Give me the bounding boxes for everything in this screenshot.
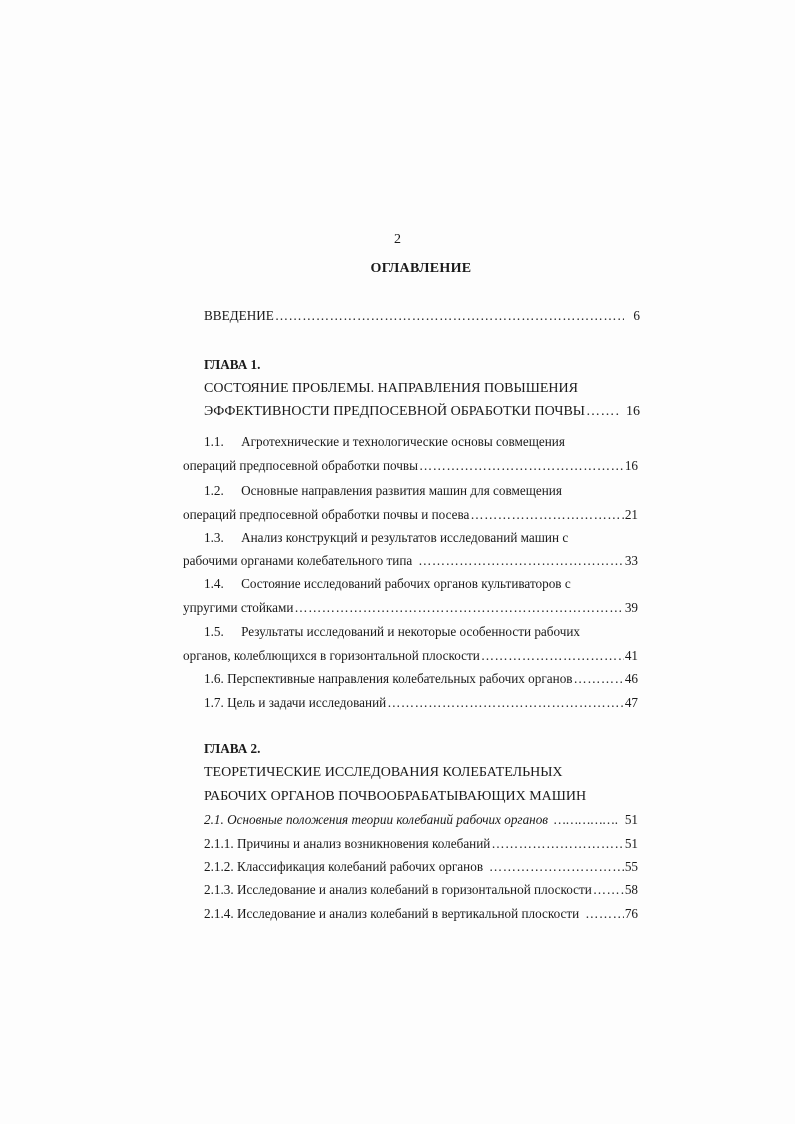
toc-page-number: 16 bbox=[626, 404, 640, 419]
section-1-2-line1[interactable] bbox=[204, 483, 562, 499]
section-1-2-line2[interactable] bbox=[183, 507, 638, 523]
toc-page-number: 6 bbox=[633, 308, 640, 323]
dot-leader bbox=[491, 836, 623, 852]
chapter-1-title-line1: СОСТОЯНИЕ ПРОБЛЕМЫ. НАПРАВЛЕНИЯ ПОВЫШЕНИЯ bbox=[204, 381, 578, 396]
toc-page-number: 58 bbox=[624, 882, 638, 897]
section-title: Состояние исследований рабочих органов культиваторов с bbox=[241, 576, 571, 591]
dot-leader bbox=[387, 695, 624, 711]
section-2-1-3[interactable] bbox=[204, 882, 638, 898]
section-title: 2.1.1. Причины и анализ возникновения колебаний bbox=[204, 836, 491, 851]
section-1-5-line1[interactable] bbox=[204, 624, 580, 640]
toc-page-number: 41 bbox=[624, 648, 638, 663]
section-number: 1.1. bbox=[204, 434, 224, 449]
dot-leader bbox=[470, 507, 623, 523]
dot-leader bbox=[593, 882, 624, 898]
section-number: 1.3. bbox=[204, 530, 224, 545]
section-title: Анализ конструкций и результатов исследований машин с bbox=[241, 530, 569, 545]
page-title: ОГЛАВЛЕНИЕ bbox=[370, 261, 472, 276]
dot-leader bbox=[418, 553, 624, 569]
toc-page-number: 39 bbox=[624, 600, 638, 615]
section-1-4-line2[interactable] bbox=[183, 600, 638, 616]
page-number: 2 bbox=[394, 232, 401, 247]
toc-page-number: 51 bbox=[624, 836, 638, 851]
chapter-2-title-line2: РАБОЧИХ ОРГАНОВ ПОЧВООБРАБАТЫВАЮЩИХ МАШИН bbox=[204, 789, 587, 804]
section-title-cont: операций предпосевной обработки почвы bbox=[183, 458, 418, 473]
section-1-7[interactable] bbox=[204, 695, 638, 711]
toc-entry-intro[interactable] bbox=[204, 308, 640, 324]
section-1-5-line2[interactable] bbox=[183, 648, 638, 664]
toc-entry-text: ВВЕДЕНИЕ bbox=[204, 308, 274, 323]
section-1-1-line1[interactable] bbox=[204, 434, 565, 450]
dot-leader bbox=[481, 648, 624, 664]
chapter-2-label: ГЛАВА 2. bbox=[204, 741, 261, 756]
section-2-1-4[interactable] bbox=[204, 906, 638, 922]
section-title: 2.1.2. Классификация колебаний рабочих органов bbox=[204, 859, 484, 874]
chapter-1-title-line2: ЭФФЕКТИВНОСТИ ПРЕДПОСЕВНОЙ ОБРАБОТКИ ПОЧВЫ bbox=[204, 404, 585, 419]
dot-leader bbox=[585, 906, 624, 922]
dot-leader bbox=[574, 671, 624, 687]
section-title: 1.7. Цель и задачи исследований bbox=[204, 695, 387, 710]
section-title: Основные направления развития машин для совмещения bbox=[241, 483, 562, 498]
section-2-1-2[interactable] bbox=[204, 859, 638, 875]
section-title-cont: упругими стойками bbox=[183, 600, 294, 615]
toc-page-number: 51 bbox=[624, 812, 638, 827]
toc-entry-chapter-1[interactable] bbox=[204, 404, 640, 420]
section-number: 1.2. bbox=[204, 483, 224, 498]
section-title: Агротехнические и технологические основы совмещения bbox=[241, 434, 565, 449]
toc-page-number: 46 bbox=[624, 671, 638, 686]
dot-leader bbox=[275, 308, 625, 324]
section-title-cont: рабочими органами колебательного типа bbox=[183, 553, 413, 568]
chapter-2-title-line1: ТЕОРЕТИЧЕСКИЕ ИССЛЕДОВАНИЯ КОЛЕБАТЕЛЬНЫХ bbox=[204, 765, 563, 780]
toc-page-number: 76 bbox=[624, 906, 638, 921]
dot-leader bbox=[419, 458, 624, 474]
section-1-3-line2[interactable] bbox=[183, 553, 638, 569]
section-title: 1.6. Перспективные направления колебательных рабочих органов bbox=[204, 671, 573, 686]
section-2-1-1[interactable] bbox=[204, 836, 638, 852]
chapter-1-label: ГЛАВА 1. bbox=[204, 357, 261, 372]
section-title-cont: операций предпосевной обработки почвы и посева bbox=[183, 507, 470, 522]
section-1-4-line1[interactable] bbox=[204, 576, 571, 592]
section-1-1-line2[interactable] bbox=[183, 458, 638, 474]
dot-leader bbox=[489, 859, 624, 875]
toc-page-number: 55 bbox=[624, 859, 638, 874]
section-1-3-line1[interactable] bbox=[204, 530, 568, 546]
section-title: 2.1. Основные положения теории колебаний рабочих органов bbox=[204, 812, 549, 827]
dot-leader bbox=[586, 404, 621, 420]
toc-page-number: 47 bbox=[624, 695, 638, 710]
section-number: 1.4. bbox=[204, 576, 224, 591]
section-title-cont: органов, колеблющихся в горизонтальной плоскости bbox=[183, 648, 480, 663]
dot-leader bbox=[294, 600, 623, 616]
toc-page-number: 33 bbox=[624, 553, 638, 568]
section-2-1[interactable] bbox=[204, 812, 638, 828]
section-title: 2.1.3. Исследование и анализ колебаний в горизонтальной плоскости bbox=[204, 882, 592, 897]
section-title: Результаты исследований и некоторые особенности рабочих bbox=[241, 624, 581, 639]
toc-page-number: 16 bbox=[624, 458, 638, 473]
toc-page-number: 21 bbox=[624, 507, 638, 522]
section-number: 1.5. bbox=[204, 624, 224, 639]
section-title: 2.1.4. Исследование и анализ колебаний в вертикальной плоскости bbox=[204, 906, 580, 921]
section-1-6[interactable] bbox=[204, 671, 638, 687]
dot-leader bbox=[554, 812, 620, 828]
